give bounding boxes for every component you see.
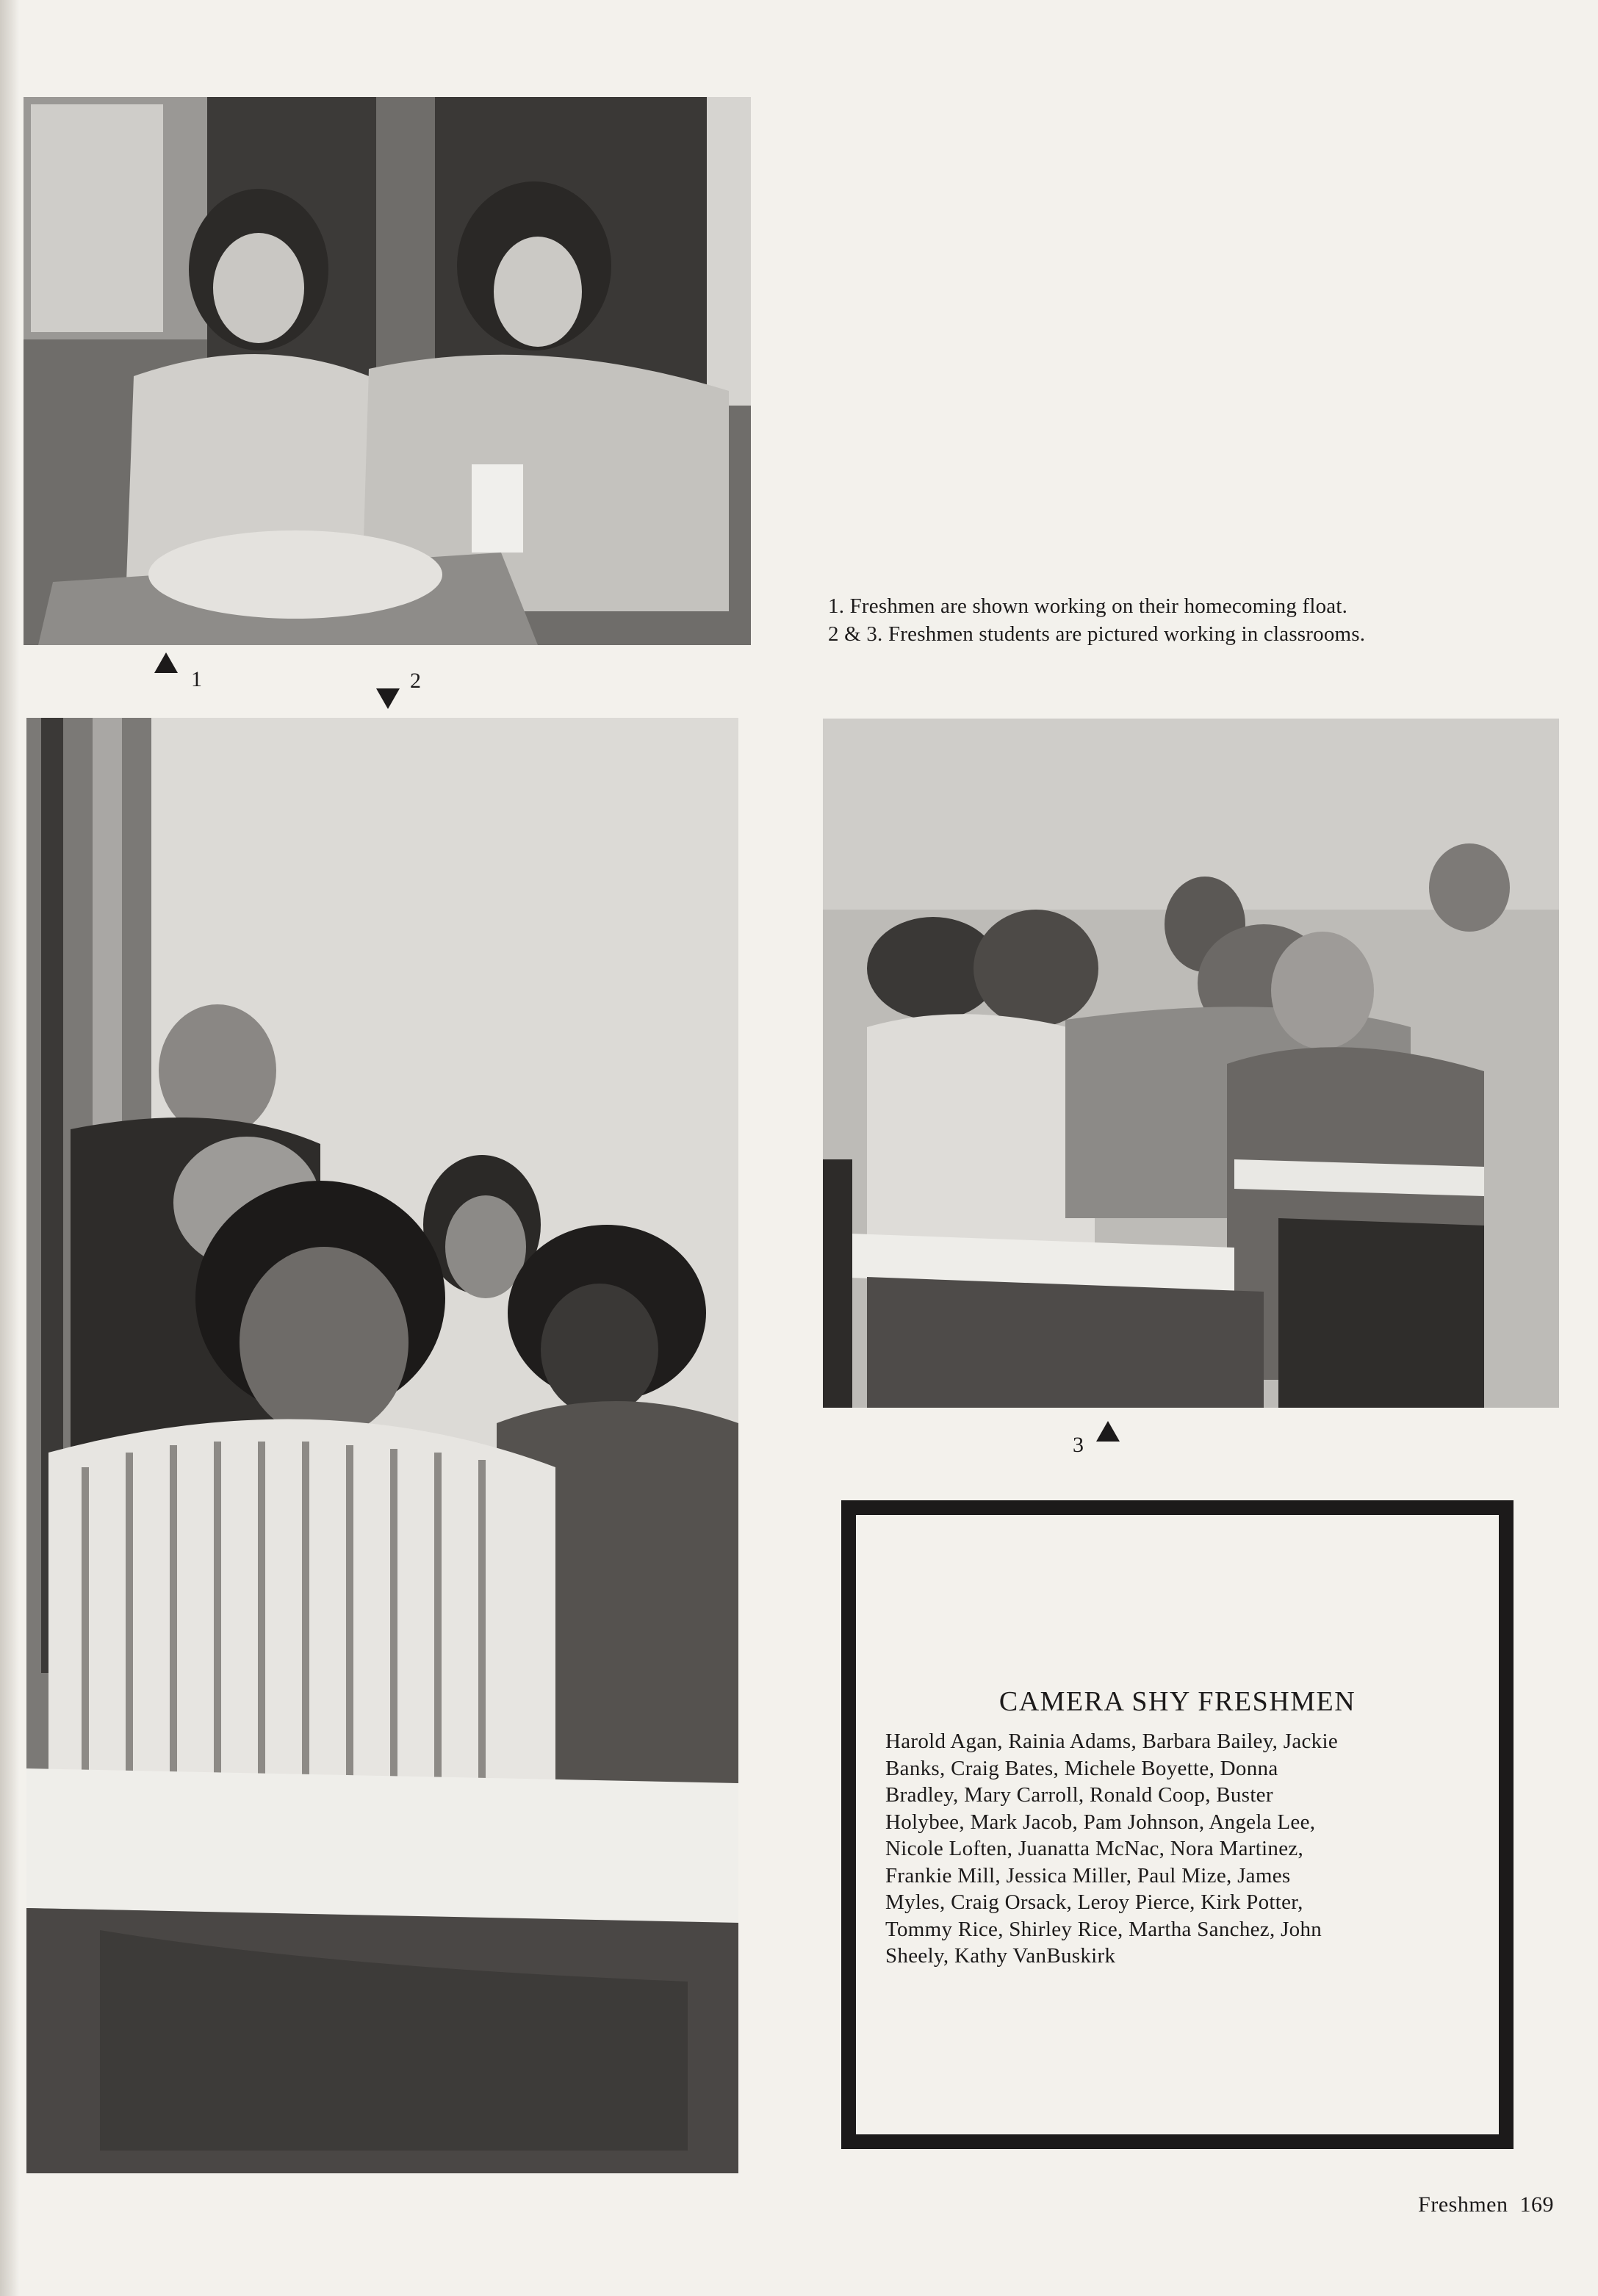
camera-shy-box xyxy=(841,1500,1514,2149)
folio-section: Freshmen xyxy=(1418,2192,1508,2217)
names-line: Frankie Mill, Jessica Miller, Paul Mize, James xyxy=(885,1863,1291,1887)
names-line: Holybee, Mark Jacob, Pam Johnson, Angela Lee, xyxy=(885,1810,1316,1834)
camera-shy-names xyxy=(885,1728,1484,1970)
caption-2-3: 2 & 3. Freshmen students are pictured working in classrooms. xyxy=(828,622,1366,646)
photo-3-image xyxy=(823,719,1559,1408)
photo-marker-2: 2 xyxy=(410,669,421,693)
caption-1: 1. Freshmen are shown working on their homecoming float. xyxy=(828,594,1348,618)
page-folio xyxy=(1418,2192,1554,2217)
names-line: Myles, Craig Orsack, Leroy Pierce, Kirk Potter, xyxy=(885,1890,1303,1914)
folio-page-number: 169 xyxy=(1519,2192,1554,2217)
photo-2-image xyxy=(26,718,738,2173)
names-line: Bradley, Mary Carroll, Ronald Coop, Buster xyxy=(885,1783,1273,1807)
triangle-up-icon xyxy=(154,652,178,673)
photo-captions xyxy=(828,592,1533,648)
photo-1-image xyxy=(24,97,751,645)
names-line: Harold Agan, Rainia Adams, Barbara Bailey, Jackie xyxy=(885,1730,1338,1753)
triangle-up-icon xyxy=(1096,1421,1120,1442)
camera-shy-title: CAMERA SHY FRESHMEN xyxy=(998,1686,1356,1717)
names-line: Nicole Loften, Juanatta McNac, Nora Martinez, xyxy=(885,1837,1304,1860)
photo-classroom-students-2 xyxy=(823,719,1559,1408)
photo-classroom-students-1 xyxy=(26,718,738,2173)
page-spine-shadow xyxy=(0,0,19,2296)
photo-homecoming-float xyxy=(24,97,751,645)
names-line: Tommy Rice, Shirley Rice, Martha Sanchez, John xyxy=(885,1917,1322,1941)
photo-marker-1: 1 xyxy=(191,667,202,691)
triangle-down-icon xyxy=(376,688,400,709)
names-line: Banks, Craig Bates, Michele Boyette, Donna xyxy=(885,1756,1278,1780)
names-line: Sheely, Kathy VanBuskirk xyxy=(885,1944,1116,1968)
photo-marker-3: 3 xyxy=(1073,1433,1084,1457)
